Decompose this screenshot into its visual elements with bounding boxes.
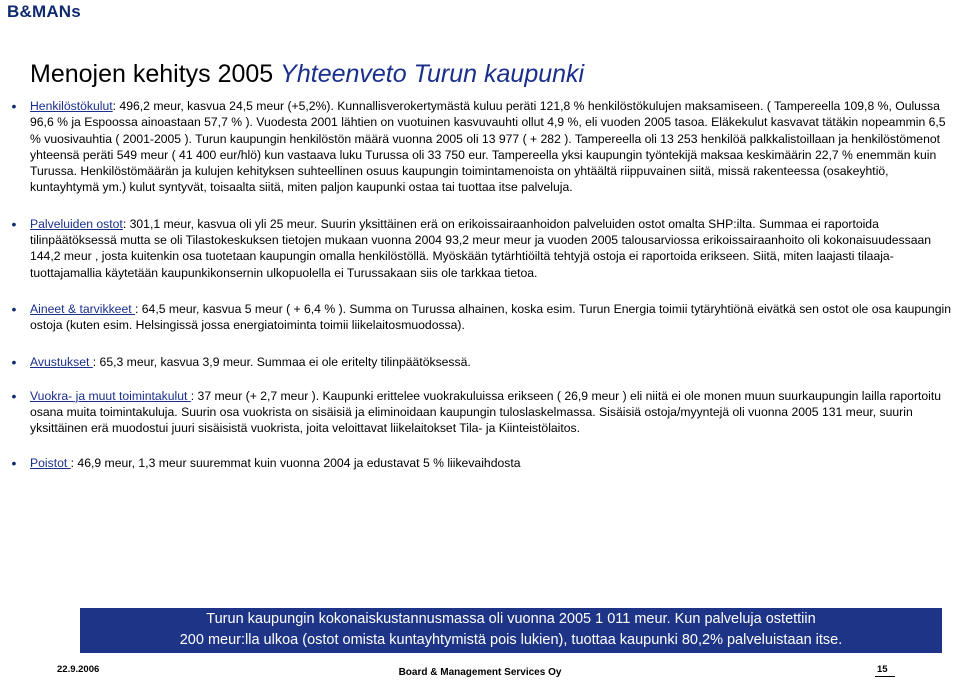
bullet-text: 64,5 meur, kasvua 5 meur ( + 6,4 % ). Summa on Turussa alhainen, koska esim. Turun Energia toimii tytäryhtiönä eivätkä sen ostot ole osa kaupungin ostoja (kuten esim. Helsingissä jossa energiatoiminta toimii liikelaitosmuodossa). (30, 301, 951, 333)
bullet-sep: : (112, 99, 117, 113)
bullet-dot-icon: • (11, 300, 17, 317)
bullet-lead: Poistot (30, 455, 71, 470)
bullet-text: 46,9 meur, 1,3 meur suuremmat kuin vuonna 2004 ja edustavat 5 % liikevaihdosta (74, 455, 521, 470)
bullet-list (8, 98, 952, 471)
page-title-main: Menojen kehitys 2005 (30, 60, 274, 88)
bullet-sep: : (92, 354, 97, 369)
bullet-dot-icon: • (11, 98, 17, 114)
bullet-item-avustukset (8, 354, 952, 370)
bullet-sep: : (135, 301, 139, 316)
bullet-text: 65,3 meur, kasvua 3,9 meur. Summaa ei ole eritelty tilinpäätöksessä. (96, 354, 471, 369)
footer-date: 22.9.2006 (57, 664, 100, 675)
summary-line-2: 200 meur:lla ulkoa (ostot omista kuntayhtymistä pois lukien), tuottaa kaupunki 80,2% palveluistaan itse. (179, 632, 843, 648)
bullet-dot-icon: • (11, 454, 17, 471)
brand-mans: MANs (31, 2, 81, 21)
page-title (30, 60, 584, 89)
bullet-text: 37 meur (+ 2,7 meur ). Kaupunki erittelee vuokrakuluissa erikseen ( 26,9 meur ) eli niitä ei ole monen muun suurkaupungin lailla raportoitu osana muita toimintakuluja. Suurin osa vuokrista on sisäisiä ja eliminoidaan kaupungin tuloslaskelmassa. Sisäisiä ostoja/myyntejä oli vuonna 2005 131 meur, suurin yksittäinen erä muodostui juuri sisäisistä vuokrista, joita veloittavat liikelaitokset Tila- ja Kiinteistölaitos. (30, 388, 942, 436)
summary-box (80, 608, 942, 653)
summary-line-1: Turun kaupungin kokonaiskustannusmassa oli vuonna 2005 1 011 meur. Kun palveluja ostettiin (206, 611, 816, 627)
bullet-sep: : (190, 388, 195, 403)
brand-b: B (7, 2, 20, 21)
bullet-dot-icon: • (11, 387, 17, 404)
bullet-sep: : (70, 455, 75, 470)
bullet-text: 496,2 meur, kasvua 24,5 meur (+5,2%). Kunnallisverokertymästä kuluu peräti 121,8 % henkilöstökulujen maksamiseen. ( Tampereella 109,8 %, Oulussa 96,6 % ja Espoossa ainoastaan 57,7 % ). Vuodesta 2001 lähtien on vuotuinen kasvuvauhti ollut 4,9 %, eli vuoden 2005 tasoa. Eläkekulut kasvavat tätäkin nopeammin 6,5 % vuosivauhtia ( 2001-2005 ). Turun kaupungin henkilöstön määrä vuonna 2005 oli 13 977 ( + 282 ). Tampereella oli 13 253 henkilöä palkkalistoillaan ja henkilöstömenot yhteensä peräti 549 meur ( 41 400 eur/hlö) kun vastaava luku Turussa oli 33 750 eur. Tampereella yksi kaupungin työntekijä maksaa keskimäärin 22,7 % enemmän kuin Turussa. Henkilöstömäärän ja kulujen kehityksen suhteellinen osuus kaupungin toimintamenoista on yhtäältä riippuvainen siitä, missä rakenteessa (osakeyhtiö, kuntayhtymä ym.) kulut syntyvät, toisaalta siitä, miten paljon kaupunki ostaa tai tuottaa itse palveluja. (30, 99, 946, 195)
bullet-sep: : (122, 216, 127, 231)
bullet-item-palveluiden-ostot (8, 216, 952, 281)
page-title-subtitle: Yhteenveto Turun kaupunki (280, 60, 585, 88)
bullet-lead: Vuokra- ja muut toimintakulut (30, 388, 191, 403)
bullet-item-vuokra-muut (8, 388, 952, 437)
bullet-text: 301,1 meur, kasvua oli yli 25 meur. Suurin yksittäinen erä on erikoissairaanhoidon palveluiden ostot omalta SHP:ilta. Summaa ei raportoida tilinpäätöksessä mutta se oli Tilastokeskuksen tietojen mukaan vuonna 2004 93,2 meur meur ja vuoden 2005 talousarviossa erikoissairaanhoito oli kokonaisuudessaan 144,2 meur , josta kuitenkin osa tuotetaan kaupungin omalla henkilöstöllä. Myöskään tytärhtiöiltä tehtyjä ostoja ei raportoida erikseen. Siitä, miten laajasti tilaaja-tuottajamallia käytetään kaupunkikonsernin ulkopuolella ei Turussakaan siis ole tarkkaa tietoa. (30, 216, 932, 280)
bullet-lead: Henkilöstökulut (30, 99, 113, 113)
bullet-lead: Palveluiden ostot (30, 216, 123, 231)
bullet-dot-icon: • (11, 215, 17, 232)
bullet-item-henkilostokulut (8, 98, 952, 196)
brand-amp: & (19, 2, 32, 21)
bullet-lead: Avustukset (30, 354, 93, 369)
bullet-item-aineet-tarvikkeet (8, 301, 952, 334)
brand-logo (7, 2, 81, 22)
bullet-lead: Aineet & tarvikkeet (30, 301, 135, 316)
footer-page-number: 15 (877, 664, 888, 675)
footer-divider (875, 676, 895, 677)
bullet-dot-icon: • (11, 353, 17, 370)
footer-company: Board & Management Services Oy (398, 667, 562, 678)
bullet-item-poistot (8, 455, 952, 471)
